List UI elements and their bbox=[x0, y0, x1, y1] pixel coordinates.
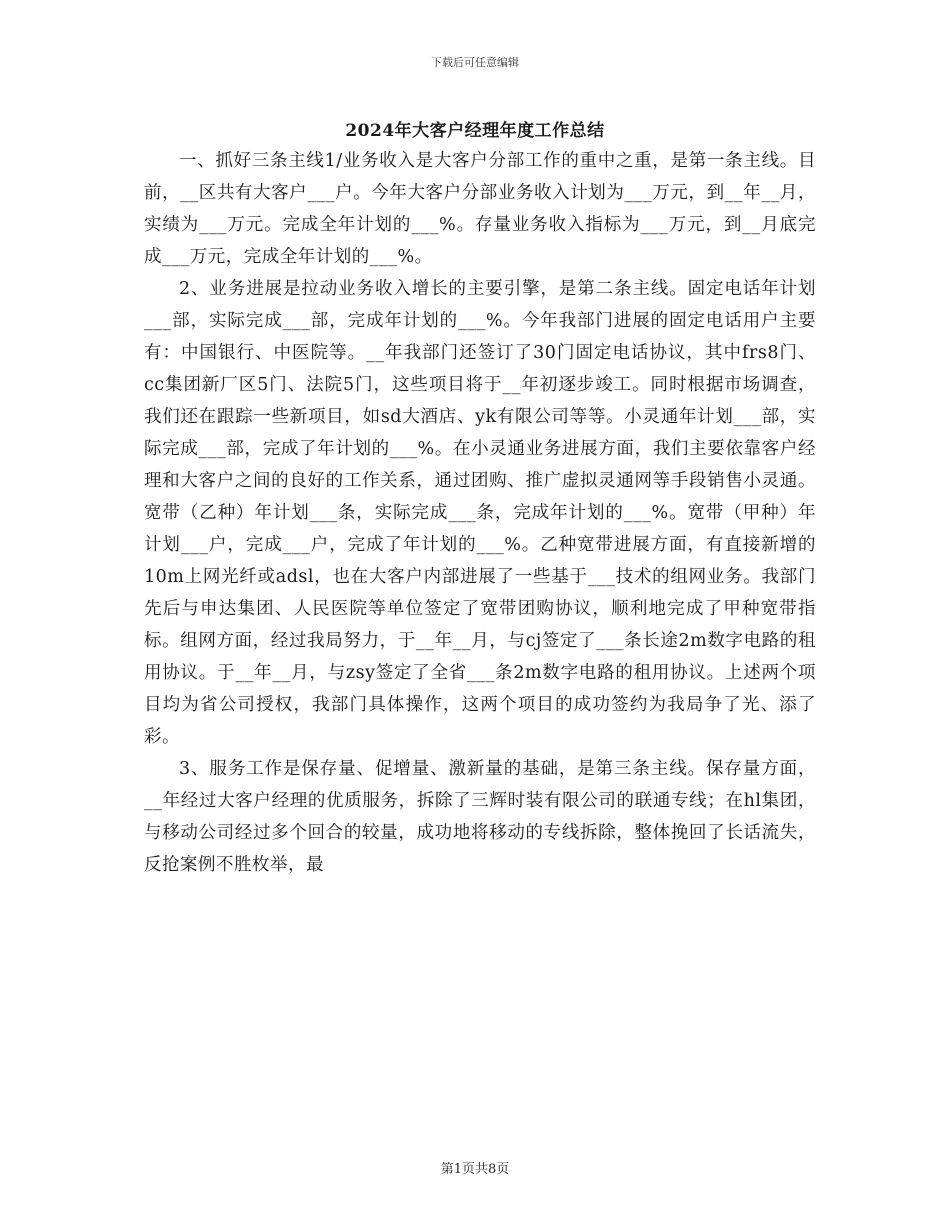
document-body bbox=[144, 145, 816, 881]
paragraph-service-work: 3、服务工作是保存量、促增量、激新量的基础，是第三条主线。保存量方面，__年经过大客户经理的优质服务，拆除了三辉时装有限公司的联通专线；在hl集团，与移动公司经过多个回合的较量，成功地将移动的专线拆除，整体挽回了长话流失，反抢案例不胜枚举，最 bbox=[144, 759, 816, 875]
paragraph-business-progress: 2、业务进展是拉动业务收入增长的主要引擎，是第二条主线。固定电话年计划___部，实际完成___部，完成年计划的___%。今年我部门进展的固定电话用户主要有：中国银行、中医院等。__年我部门还签订了30门固定电话协议，其中frs8门、cc集团新厂区5门、法院5门，这些项目将于__年初逐步竣工。同时根据市场调查，我们还在跟踪一些新项目，如sd大酒店、yk有限公司等等。小灵通年计划___部，实际完成___部，完成了年计划的___%。在小灵通业务进展方面，我们主要依靠客户经理和大客户之间的良好的工作关系，通过团购、推广虚拟灵通网等手段销售小灵通。宽带（乙种）年计划___条，实际完成___条，完成年计划的___%。宽带（甲种）年计划___户，完成___户，完成了年计划的___%。乙种宽带进展方面，有直接新增的10m上网光纤或adsl，也在大客户内部进展了一些基于___技术的组网业务。我部门先后与申达集团、人民医院等单位签定了宽带团购协议，顺利地完成了甲种宽带指标。组网方面，经过我局努力，于__年__月，与cj签定了___条长途2m数字电路的租用协议。于__年__月，与zsy签定了全省___条2m数字电路的租用协议。上述两个项目均为省公司授权，我部门具体操作，这两个项目的成功签约为我局争了光、添了彩。 bbox=[144, 279, 816, 747]
page-header-note: 下载后可任意编辑 bbox=[431, 56, 519, 69]
page-number-footer: 第1页共8页 bbox=[440, 1162, 510, 1177]
document-title: 2024年大客户经理年度工作总结 bbox=[345, 121, 605, 141]
paragraph-main-lines: 一、抓好三条主线1/业务收入是大客户分部工作的重中之重，是第一条主线。目前，__区共有大客户___户。今年大客户分部业务收入计划为___万元，到__年__月，实绩为___万元。完成全年计划的___%。存量业务收入指标为___万元，到__月底完成___万元，完成全年计划的___%。 bbox=[144, 151, 816, 267]
